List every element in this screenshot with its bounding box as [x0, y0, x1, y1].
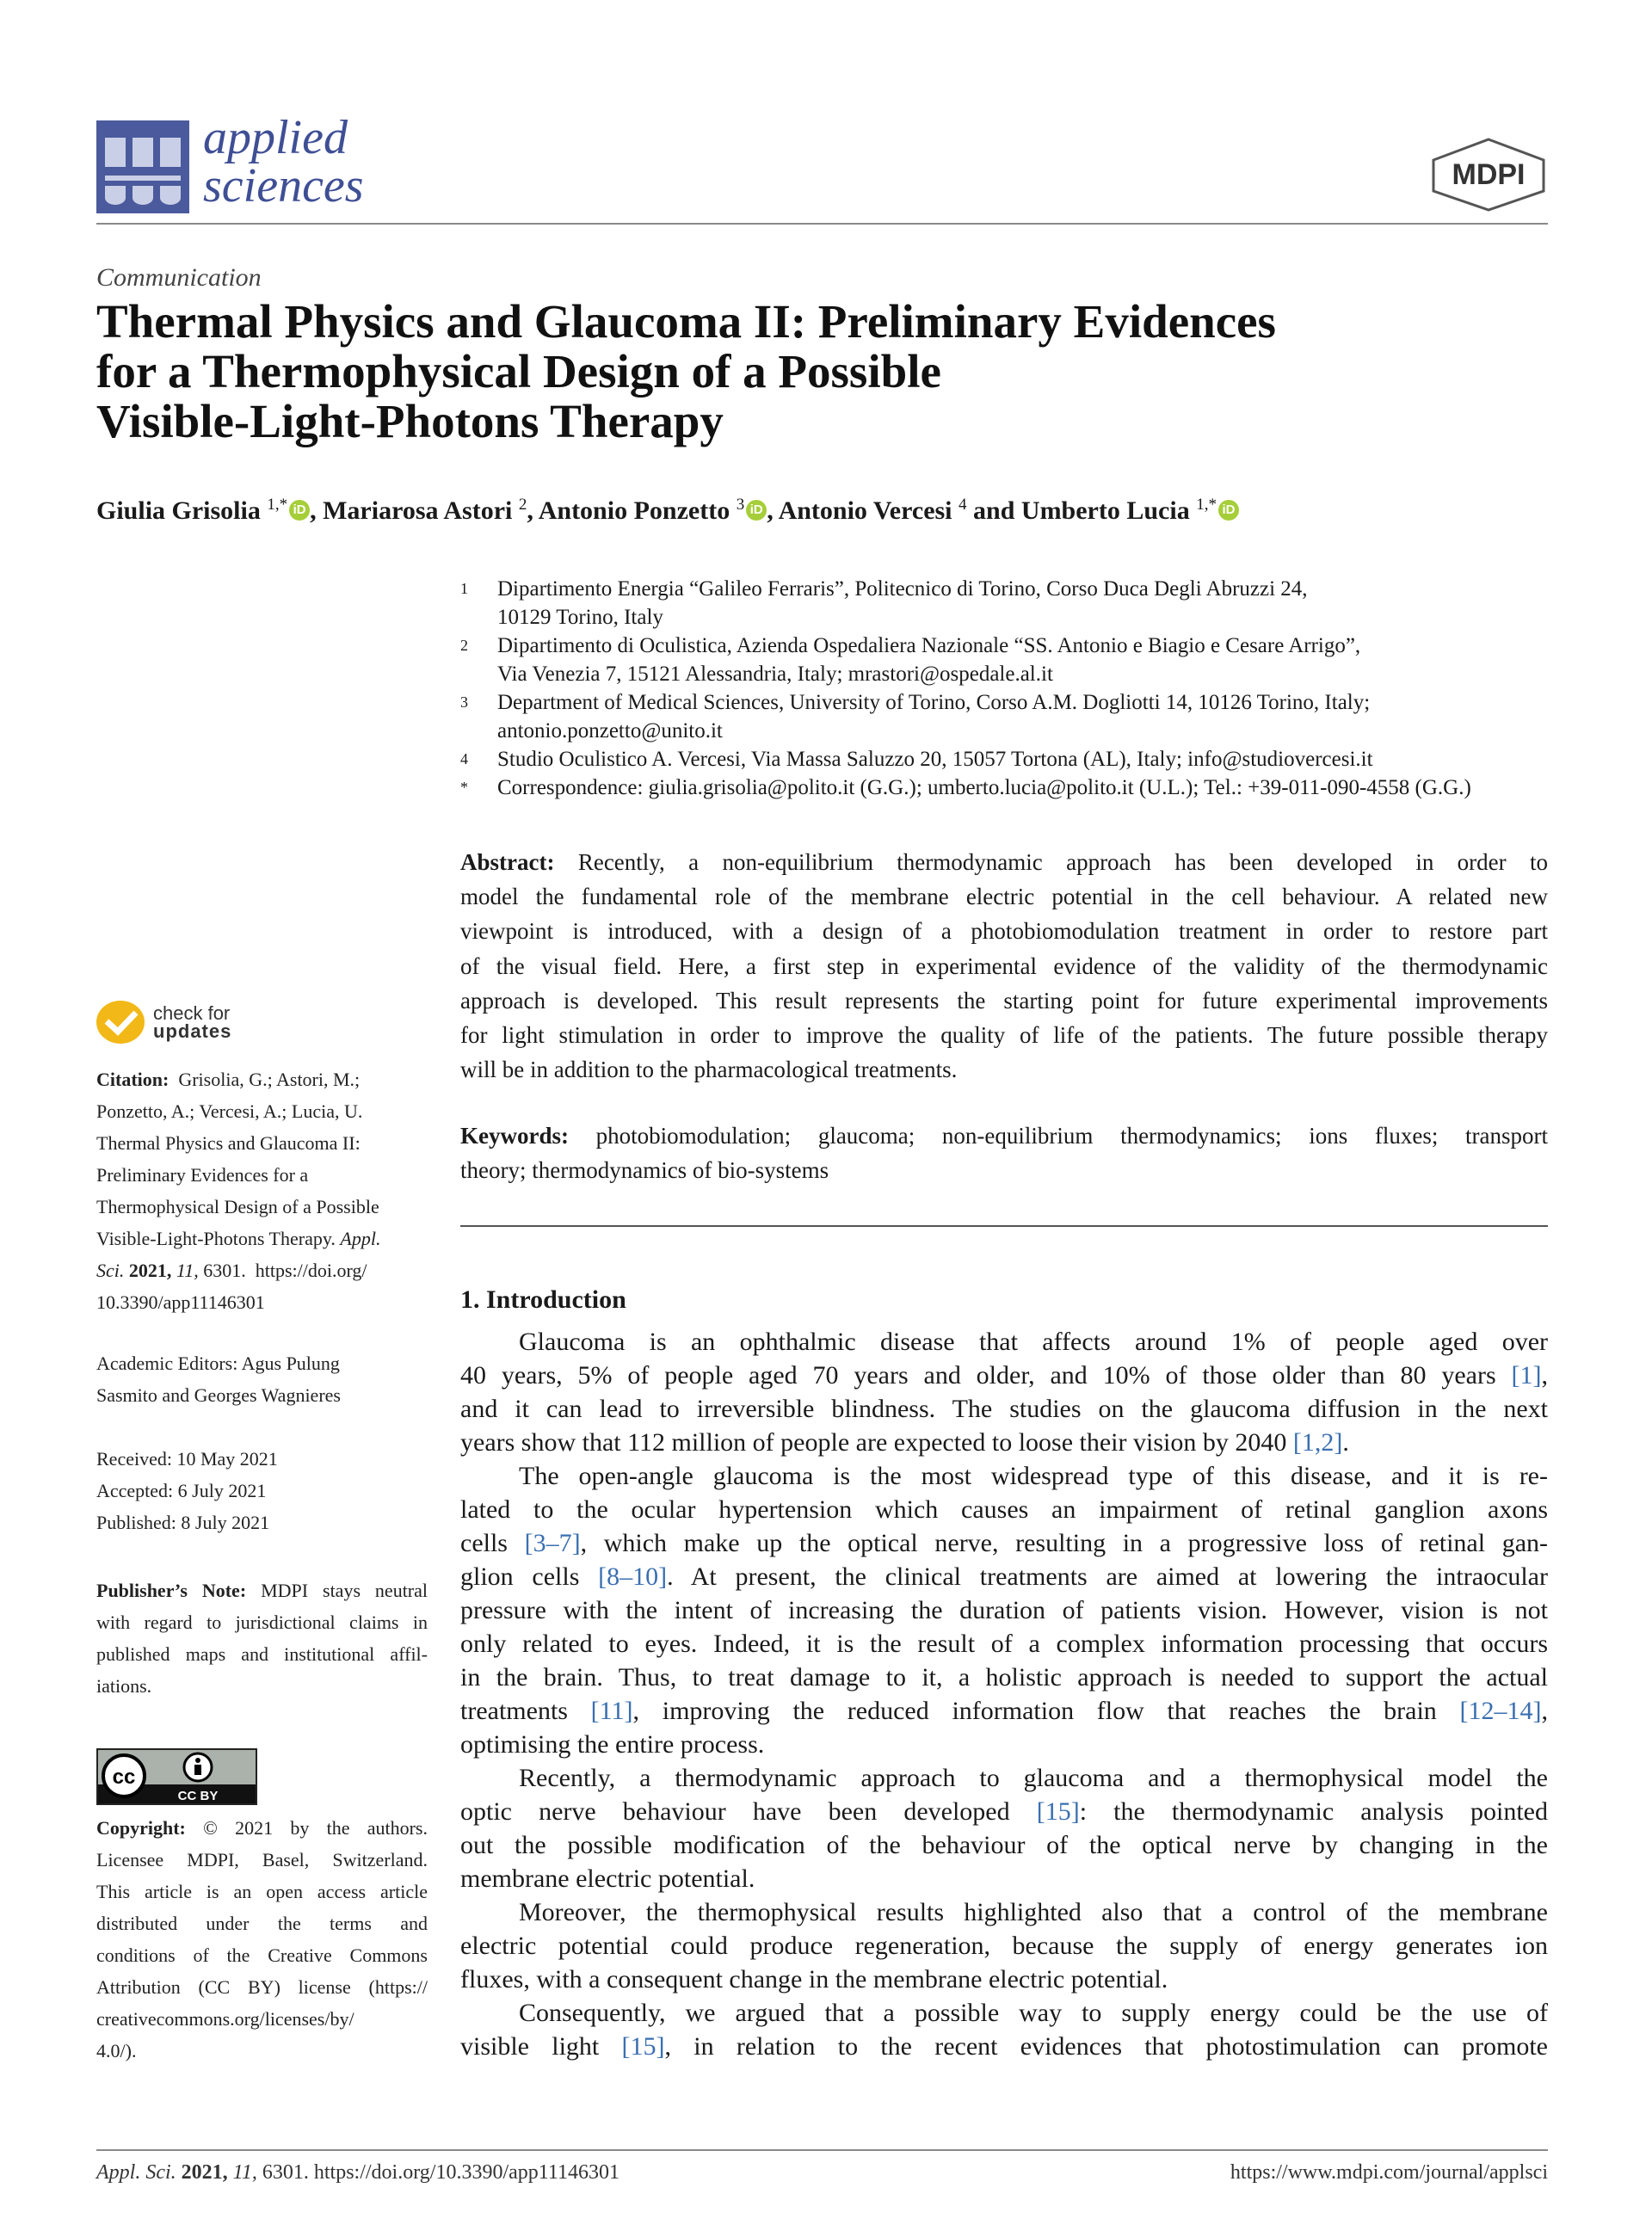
text-line: Consequently, we argued that a possible way to supply energy could be the use of [519, 1999, 1548, 2027]
author-name: Umberto Lucia [1020, 496, 1190, 525]
abstract-rule [460, 1225, 1548, 1227]
author-affiliation-mark: 1,* [267, 496, 288, 514]
academic-editors: Academic Editors: Agus Pulung Sasmito and Georges Wagnieres [96, 1353, 341, 1406]
text-line: electric potential could produce regeneration, because the supply of energy generates ion [460, 1932, 1548, 1960]
citation-link[interactable]: [15] [1036, 1797, 1080, 1826]
affiliations [460, 575, 1548, 802]
author-name: Antonio Ponzetto [538, 496, 730, 525]
author-list [96, 496, 1239, 526]
text-line: in the brain. Thus, to treat damage to it, a holistic approach is needed to support the actual [460, 1663, 1548, 1692]
citation-link[interactable]: [12–14] [1459, 1697, 1542, 1725]
author-affiliation-mark: 1,* [1196, 496, 1217, 514]
author-separator: , [527, 496, 539, 525]
affiliation-number: 3 [460, 693, 468, 711]
orcid-icon[interactable]: iD [1218, 500, 1239, 521]
svg-text:cc: cc [112, 1766, 136, 1789]
text-line: approach is developed. This result represents the starting point for future experimental improvements [460, 987, 1548, 1014]
text-line: Recently, a thermodynamic approach to glaucoma and a thermophysical model the [519, 1764, 1548, 1792]
affiliation-item [460, 688, 1548, 745]
journal-name: applied sciences [203, 111, 364, 213]
author-name: Mariarosa Astori [323, 496, 513, 525]
text-line: of the visual field. Here, a first step in experimental evidence of the validity of the thermodynamic [460, 952, 1548, 979]
article-title: Thermal Physics and Glaucoma II: Preliminary Evidences for a Thermophysical Design of a Possible Visible-Light-Photons Therapy [96, 295, 1276, 447]
section-label: Keywords: [460, 1123, 569, 1149]
text-line: model the fundamental role of the membrane electric potential in the cell behaviour. A related new [460, 884, 1548, 910]
section-heading: 1. Introduction [460, 1285, 626, 1314]
doi-link[interactable]: https://doi.org/ [255, 1260, 367, 1281]
doi-link[interactable]: 10.3390/app11146301 [96, 1291, 265, 1313]
citation-link[interactable]: [8–10] [598, 1562, 668, 1591]
introduction-body [460, 1325, 1548, 2063]
affiliation-number: 1 [460, 580, 468, 597]
author-separator: , [310, 496, 324, 525]
text-line: Abstract: Recently, a non-equilibrium thermodynamic approach has been developed in order to [460, 849, 1548, 875]
text-line: membrane electric potential. [460, 1864, 755, 1893]
text-line: pressure with the intent of increasing the duration of patients vision. However, vision is not [460, 1596, 1548, 1624]
text-line: optimising the entire process. [460, 1730, 765, 1759]
citation: Citation: Grisolia, G.; Astori, M.; Ponzetto, A.; Vercesi, A.; Lucia, U. Thermal Physics and Glaucoma II: Preliminary Evidences for a Thermophysical Design of a Possible Visible-Light-Photons Therapy. Appl. Sci. 2021, 11, 6301. https://doi.org/ 10.3390/app11146301 [96, 1063, 428, 1318]
author-affiliation-mark: 4 [959, 496, 967, 514]
affiliation-item [460, 773, 1548, 802]
text-line: for light stimulation in order to improve the quality of life of the patients. The future possible therapy [460, 1022, 1548, 1049]
affiliation-line: Studio Oculistico A. Vercesi, Via Massa Saluzzo 20, 15057 Tortona (AL), Italy; info@studiovercesi.it [497, 748, 1373, 771]
text-line: Keywords: photobiomodulation; glaucoma; non-equilibrium thermodynamics; ions fluxes; transport [460, 1123, 1548, 1149]
affiliation-item [460, 575, 1548, 632]
text-line: visible light [15], in relation to the recent evidences that photostimulation can promote [460, 2032, 1548, 2061]
paragraph [460, 1996, 1548, 2063]
affiliation-line: Via Venezia 7, 15121 Alessandria, Italy; mrastori@ospedale.al.it [497, 662, 1053, 686]
author-affiliation-mark: 3 [736, 496, 745, 514]
orcid-icon[interactable]: iD [746, 500, 767, 521]
section-label: Abstract: [460, 849, 555, 875]
article-type: Communication [96, 263, 262, 292]
citation-link[interactable]: [1,2] [1292, 1428, 1343, 1457]
affiliation-line: Department of Medical Sciences, University of Torino, Corso A.M. Dogliotti 14, 10126 Torino, Italy; [497, 691, 1371, 714]
author-separator: , [767, 496, 779, 525]
text-line: treatments [11], improving the reduced information flow that reaches the brain [12–14], [460, 1697, 1549, 1725]
affiliation-number: * [460, 779, 468, 796]
text-line: out the possible modification of the behaviour of the optical nerve by changing in the [460, 1831, 1548, 1859]
cc-by-license-badge[interactable] [96, 1748, 257, 1805]
text-line: The open-angle glaucoma is the most widespread type of this disease, and it is re- [519, 1462, 1548, 1490]
citation-link[interactable]: [15] [621, 2032, 665, 2061]
paragraph [460, 1325, 1548, 1459]
citation-link[interactable]: [11] [590, 1697, 633, 1725]
affiliation-line: Dipartimento di Oculistica, Azienda Ospedaliera Nazionale “SS. Antonio e Biagio e Cesare Arrigo”, [497, 634, 1361, 657]
orcid-icon[interactable]: iD [289, 500, 310, 521]
text-line: lated to the ocular hypertension which causes an impairment of retinal ganglion axons [460, 1495, 1548, 1524]
text-line: theory; thermodynamics of bio-systems [460, 1157, 829, 1184]
text-line: Glaucoma is an ophthalmic disease that affects around 1% of people aged over [519, 1328, 1548, 1356]
affiliation-number: 2 [460, 637, 468, 654]
affiliation-line: Dipartimento Energia “Galileo Ferraris”, Politecnico di Torino, Corso Duca Degli Abruzzi 24, [497, 577, 1308, 601]
citation-link[interactable]: [1] [1511, 1361, 1542, 1390]
check-for-updates-button[interactable]: check for updates [96, 1001, 231, 1044]
paragraph [460, 1459, 1548, 1761]
text-line: cells [3–7], which make up the optical nerve, resulting in a progressive loss of retinal gan- [460, 1529, 1548, 1557]
text-line: fluxes, with a consequent change in the membrane electric potential. [460, 1965, 1168, 1994]
author-separator: and [966, 496, 1021, 525]
affiliation-line: Correspondence: giulia.grisolia@polito.it (G.G.); umberto.lucia@polito.it (U.L.); Tel.: +39-011-090-4558 (G.G.) [497, 776, 1471, 799]
footer-doi-link[interactable]: 6301. https://doi.org/10.3390/app11146301 [262, 2161, 620, 2184]
text-line: and it can lead to irreversible blindness. The studies on the glaucoma diffusion in the next [460, 1395, 1548, 1423]
publisher-note: Publisher’s Note: MDPI stays neutral with regard to jurisdictional claims in published maps and institutional affil- iations. [96, 1580, 428, 1697]
svg-text:MDPI: MDPI [1452, 158, 1526, 191]
footer-citation: Appl. Sci. 2021, 11, 6301. https://doi.org/10.3390/app11146301 [96, 2161, 620, 2184]
author-name: Antonio Vercesi [778, 496, 952, 525]
text-line: years show that 112 million of people are expected to loose their vision by 2040 [1,2]. [460, 1428, 1349, 1457]
text-line: only related to eyes. Indeed, it is the result of a complex information processing that occurs [460, 1630, 1548, 1658]
article-dates: Received: 10 May 2021 Accepted: 6 July 2021 Published: 8 July 2021 [96, 1448, 278, 1533]
abstract [460, 845, 1548, 1087]
keywords [460, 1118, 1548, 1187]
copyright: Copyright: © 2021 by the authors. Licensee MDPI, Basel, Switzerland. This article is an open access article distributed under the terms and conditions of the Creative Commons Attribution (CC BY) license (https:// creativecommons.org/licenses/by/ 4.0/). [96, 1817, 428, 2061]
text-line: viewpoint is introduced, with a design of a photobiomodulation treatment in order to restore part [460, 918, 1548, 945]
text-line: glion cells [8–10]. At present, the clinical treatments are aimed at lowering the intraocular [460, 1562, 1548, 1591]
mdpi-logo-icon [1428, 138, 1549, 212]
author-name: Giulia Grisolia [96, 496, 261, 525]
affiliation-item [460, 745, 1548, 773]
license-link[interactable]: creativecommons.org/licenses/by/ [96, 2008, 354, 2030]
cc-by-icon [98, 1750, 256, 1803]
text-line: will be in addition to the pharmacological treatments. [460, 1057, 958, 1083]
text-line: 40 years, 5% of people aged 70 years and older, and 10% of those older than 80 years [1], [460, 1361, 1548, 1390]
paragraph [460, 1895, 1548, 1996]
affiliation-item [460, 632, 1548, 688]
author-affiliation-mark: 2 [518, 496, 527, 514]
citation-link[interactable]: [3–7] [524, 1529, 581, 1557]
footer-rule [96, 2149, 1548, 2151]
paragraph [460, 1761, 1548, 1895]
affiliation-line: 10129 Torino, Italy [497, 606, 663, 629]
text-line: Moreover, the thermophysical results highlighted also that a control of the membrane [519, 1898, 1548, 1926]
svg-text:CC BY: CC BY [177, 1789, 219, 1803]
text-line: optic nerve behaviour have been developed [15]: the thermodynamic analysis pointed [460, 1797, 1549, 1826]
journal-url-link[interactable]: https://www.mdpi.com/journal/applsci [1230, 2161, 1548, 2184]
header-rule [96, 223, 1548, 225]
journal-logo-icon [96, 120, 189, 213]
checkmark-icon [96, 1001, 145, 1044]
affiliation-number: 4 [460, 750, 468, 767]
affiliation-line: antonio.ponzetto@unito.it [497, 719, 723, 743]
